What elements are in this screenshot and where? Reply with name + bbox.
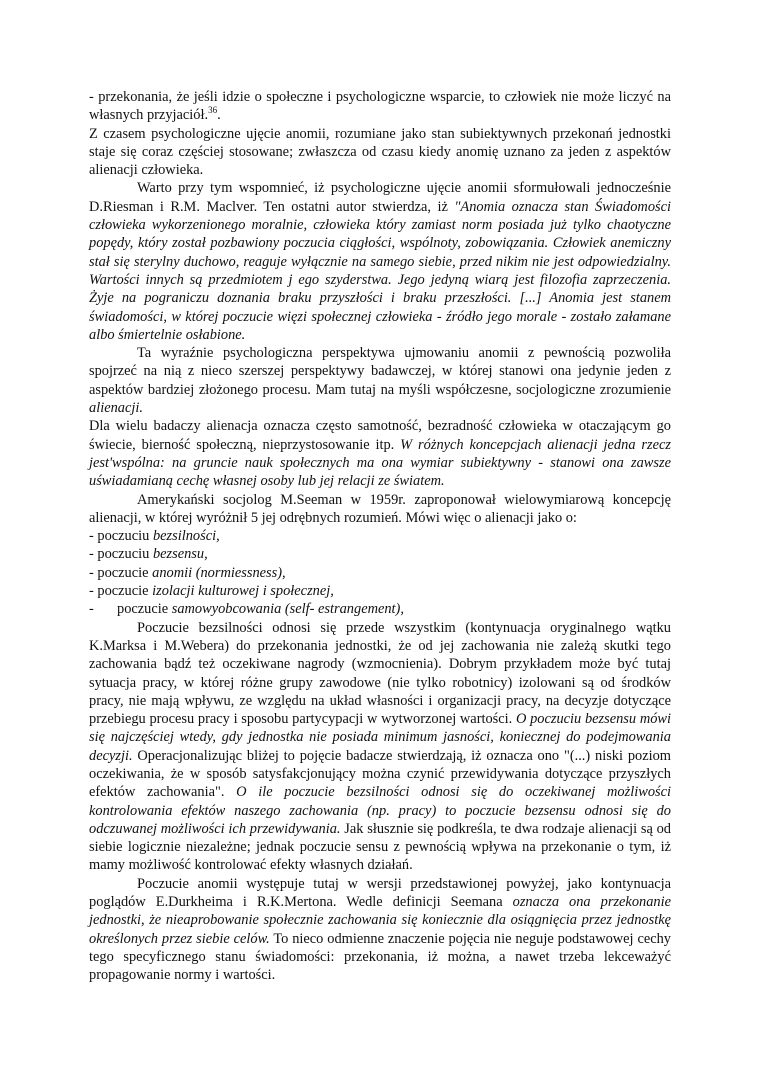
- emphasis-text: W różnych koncepcjach alienacji jedna rzecz jest'wspólna: na gruncie nauk społecznych ma ona wymiar subiektywny - stanowi ona zawsze uświadamianą cechę własnej osoby lub jej relacji ze światem.: [89, 436, 671, 490]
- list-item-prefix: - poczuciu: [89, 546, 153, 563]
- list-item-prefix: poczucie: [117, 601, 172, 618]
- list-item-prefix: - poczucie: [89, 583, 153, 600]
- list-item-term: izolacji kulturowej i społecznej,: [152, 583, 334, 600]
- footnote-marker: 36: [208, 105, 218, 116]
- list-item: [89, 564, 671, 582]
- alienation-list: [89, 527, 671, 618]
- list-item-prefix: - poczuciu: [89, 528, 153, 545]
- paragraph-6: Amerykański socjolog M.Seeman w 1959r. zaproponował wielowymiarową koncepcję alienacji, w której wyróżnił 5 jej odrębnych rozumień. Mówi więc o alienacji jako o:: [89, 491, 671, 526]
- paragraph-2: Z czasem psychologiczne ujęcie anomii, rozumiane jako stan subiektywnych przekonań jednostki staje się coraz częściej stosowane; zwłaszcza od czasu kiedy anomię uznano za jeden z aspektów alienacji człowieka.: [89, 125, 671, 179]
- paragraph-8: [89, 875, 671, 985]
- paragraph-text: - przekonania, że jeśli idzie o społeczne i psychologiczne wsparcie, to człowiek nie może liczyć na własnych przyjaciół.: [89, 89, 671, 124]
- paragraph-text: Operacjonalizując bliżej to pojęcie badacze stwierdzają, iż oznacza ono "(...) niski poziom oczekiwania, że w sposób satysfakcjonujący można czynić przewidywania dotyczące przyszłych efektów zachowania".: [89, 747, 671, 801]
- paragraph-text: Poczucie anomii występuje tutaj w wersji przedstawionej powyżej, jako kontynuacja poglądów E.Durkheima i R.K.Mertona. Wedle definicji Seemana: [89, 875, 671, 911]
- list-item-prefix: - poczucie: [89, 564, 153, 581]
- paragraph-text: To nieco odmienne znaczenie pojęcia nie neguje podstawowej cechy tego specyficznego stanu świadomości: przekonania, iż można, a nawet trzeba lekceważyć propagowanie normy i wartości.: [89, 930, 671, 984]
- paragraph-text: Poczucie bezsilności odnosi się przede wszystkim (kontynuacja oryginalnego wątku K.Marksa i M.Webera) do przekonania jednostki, że od jej zachowania nie zależą skutki tego zachowania bądź też oczekiwane nagrody (wzmocnienia). Dobrym przykładem może być tutaj sytuacja pracy, w której różne grupy zawodowe (nie tylko robotnicy) izolowani są od środków pracy, nie mają wpływu, ze względu na układ własności i organizacji pracy, na decyzje dotyczące przebiegu procesu pracy i sposobu partycypacji w wytworzonej wartości.: [89, 619, 671, 728]
- paragraph-text: Warto przy tym wspomnieć, iż psychologiczne ujęcie anomii sformułowali jednocześnie D.Riesman i R.M. Maclver. Ten ostatni autor stwierdza, iż: [89, 180, 671, 215]
- list-item: [89, 600, 671, 618]
- list-item: [89, 545, 671, 563]
- list-item-term: bezsensu,: [152, 546, 208, 563]
- paragraph-3: [89, 179, 671, 344]
- paragraph-5: [89, 417, 671, 490]
- paragraph-text: Jak słusznie się podkreśla, te dwa rodzaje alienacji są od siebie logicznie niezależne; jednak poczucie sensu z pewnością wpływa na przekonanie o tym, iż mamy możliwość kontrolować efekty własnych działań.: [89, 820, 671, 874]
- emphasis-text: O poczuciu bezsensu mówi się najczęściej wtedy, gdy jednostka nie posiada minimum jasności, koniecznej do podejmowania decyzji.: [89, 711, 671, 764]
- paragraph-text: .: [217, 107, 221, 124]
- emphasis-text: alienacji.: [89, 400, 143, 417]
- paragraph-1: [89, 88, 671, 125]
- paragraph-7: [89, 619, 671, 875]
- document-page: [89, 88, 671, 985]
- quote-text: "Anomia oznacza stan Świadomości człowieka wykorzenionego moralnie, człowieka który zamiast norm posiada już tylko chaotyczne popędy, który został pozbawiony poczucia ciągłości, wspólnoty, zobowiązania. Człowiek anemiczny stał się sterylny duchowo, reaguje wyłącznie na samego siebie, przed nikim nie jest odpowiedzialny. Wartości innych są przedmiotem j ego szyderstwa. Jego jedyną wiarą jest filozofia zaprzeczenia. Żyje na pograniczu doznania braku przyszłości i braku przeszłości. [...] Anomia jest stanem świadomości, w której poczucie więzi społecznej człowieka - źródło jego morale - zostało załamane albo śmiertelnie osłabione.: [89, 198, 671, 343]
- emphasis-text: oznacza ona przekonanie jednostki, że nieaprobowanie społecznie zachowania się koniecznie dla osiągnięcia przez jednostkę określonych przez siebie celów.: [89, 894, 671, 947]
- paragraph-text: Dla wielu badaczy alienacja oznacza często samotność, bezradność człowieka w otaczającym go świecie, bierność społeczną, nieprzystosowanie itp.: [89, 418, 671, 453]
- paragraph-4: [89, 344, 671, 417]
- list-item-term: anomii (normiessness),: [152, 564, 286, 581]
- list-item-term: bezsilności,: [152, 528, 220, 545]
- list-item: [89, 582, 671, 600]
- list-item-dash: -: [89, 601, 94, 618]
- emphasis-text: O ile poczucie bezsilności odnosi się do oczekiwanej możliwości kontrolowania efektów naszego zachowania (np. pracy) to poczucie bezsensu odnosi się do odczuwanej możliwości ich przewidywania.: [89, 784, 671, 837]
- paragraph-text: Ta wyraźnie psychologiczna perspektywa ujmowaniu anomii z pewnością pozwoliła spojrzeć na nią z nieco szerszej perspektywy badawczej, w której stanowi ona jedynie jeden z aspektów bardziej złożonego procesu. Mam tutaj na myśli współczesne, socjologiczne zrozumienie: [89, 345, 671, 398]
- list-item-term: samowyobcowania (self- estrangement),: [171, 601, 404, 618]
- list-item: [89, 527, 671, 545]
